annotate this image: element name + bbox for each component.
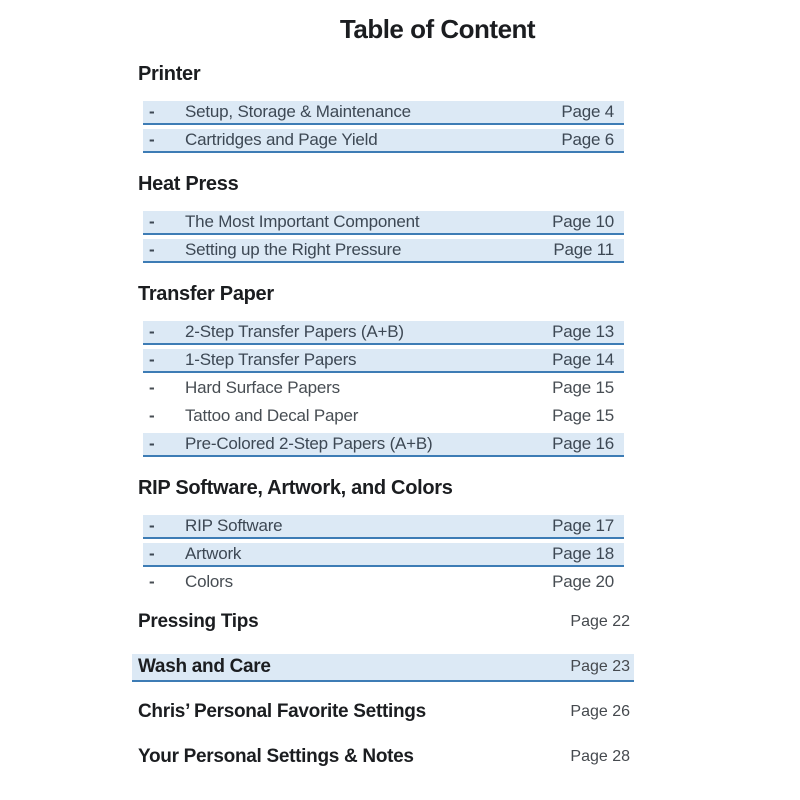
section-rows-rip-software (138, 515, 630, 595)
toc-entry-page: Page 11 (553, 240, 614, 259)
section-heading-rip-software: RIP Software, Artwork, and Colors (138, 477, 453, 499)
toc-entry-label: Your Personal Settings & Notes (138, 746, 414, 767)
toc-entry-label: Hard Surface Papers (185, 378, 340, 397)
toc-entry-label: RIP Software (185, 516, 283, 535)
toc-entry-page: Page 17 (552, 516, 614, 535)
toc-entry[interactable] (143, 515, 624, 539)
section-heading-heat-press: Heat Press (138, 173, 239, 195)
toc-entry-page: Page 14 (552, 350, 614, 369)
dash-bullet: - (149, 212, 155, 231)
toc-entry-page: Page 16 (552, 434, 614, 453)
toc-entry-pressing-tips (138, 609, 630, 637)
dash-bullet: - (149, 516, 155, 535)
toc-entry-label: 2-Step Transfer Papers (A+B) (185, 322, 404, 341)
toc-entry (143, 405, 624, 429)
toc-entry-page: Page 28 (570, 748, 630, 765)
toc-entry-label: Colors (185, 572, 233, 591)
toc-entry-page: Page 10 (552, 212, 614, 231)
dash-bullet: - (149, 102, 155, 121)
toc-entry-label: Setup, Storage & Maintenance (185, 102, 411, 121)
toc-entry[interactable] (143, 433, 624, 457)
toc-entry-page: Page 6 (561, 130, 614, 149)
toc-entry[interactable] (143, 101, 624, 125)
toc-entry-label: Pre-Colored 2-Step Papers (A+B) (185, 434, 433, 453)
toc-entry-page: Page 13 (552, 322, 614, 341)
standalone-entries (138, 609, 630, 772)
toc-entry (143, 571, 624, 595)
toc-entry[interactable] (143, 239, 624, 263)
section-heading-transfer-paper: Transfer Paper (138, 283, 274, 305)
toc-entry-label: Artwork (185, 544, 242, 563)
toc-entry-wash-and-care[interactable] (132, 654, 634, 682)
toc-entry[interactable] (143, 543, 624, 567)
dash-bullet: - (149, 406, 155, 425)
toc-entry-label: Setting up the Right Pressure (185, 240, 402, 259)
toc-entry-label: Wash and Care (138, 656, 271, 677)
section-heading-printer: Printer (138, 63, 201, 85)
toc-entry-chris-favorite-settings (138, 699, 630, 727)
dash-bullet: - (149, 434, 155, 453)
dash-bullet: - (149, 130, 155, 149)
section-rows-heat-press (138, 211, 630, 263)
toc-entry-page: Page 22 (570, 613, 630, 630)
toc-entry-page: Page 20 (552, 572, 614, 591)
toc-entry-page: Page 4 (561, 102, 614, 121)
dash-bullet: - (149, 322, 155, 341)
toc-entry-page: Page 18 (552, 544, 614, 563)
toc-entry[interactable] (143, 211, 624, 235)
toc-entry-label: Cartridges and Page Yield (185, 130, 378, 149)
toc-entry-label: Tattoo and Decal Paper (185, 406, 359, 425)
toc-content (138, 63, 630, 789)
dash-bullet: - (149, 544, 155, 563)
toc-entry[interactable] (143, 349, 624, 373)
section-rows-printer (138, 101, 630, 153)
toc-entry[interactable] (143, 321, 624, 345)
toc-entry-page: Page 23 (570, 658, 630, 675)
toc-entry-page: Page 26 (570, 703, 630, 720)
dash-bullet: - (149, 378, 155, 397)
section-rows-transfer-paper (138, 321, 630, 457)
toc-entry-label: The Most Important Component (185, 212, 420, 231)
toc-entry-label: Chris’ Personal Favorite Settings (138, 701, 426, 722)
dash-bullet: - (149, 240, 155, 259)
toc-entry (143, 377, 624, 401)
toc-entry-label: Pressing Tips (138, 611, 259, 632)
toc-entry[interactable] (143, 129, 624, 153)
dash-bullet: - (149, 350, 155, 369)
toc-entry-label: 1-Step Transfer Papers (185, 350, 357, 369)
page-title: Table of Content (339, 14, 536, 44)
toc-entry-your-personal-settings (138, 744, 630, 772)
toc-entry-page: Page 15 (552, 378, 614, 397)
dash-bullet: - (149, 572, 155, 591)
toc-entry-page: Page 15 (552, 406, 614, 425)
